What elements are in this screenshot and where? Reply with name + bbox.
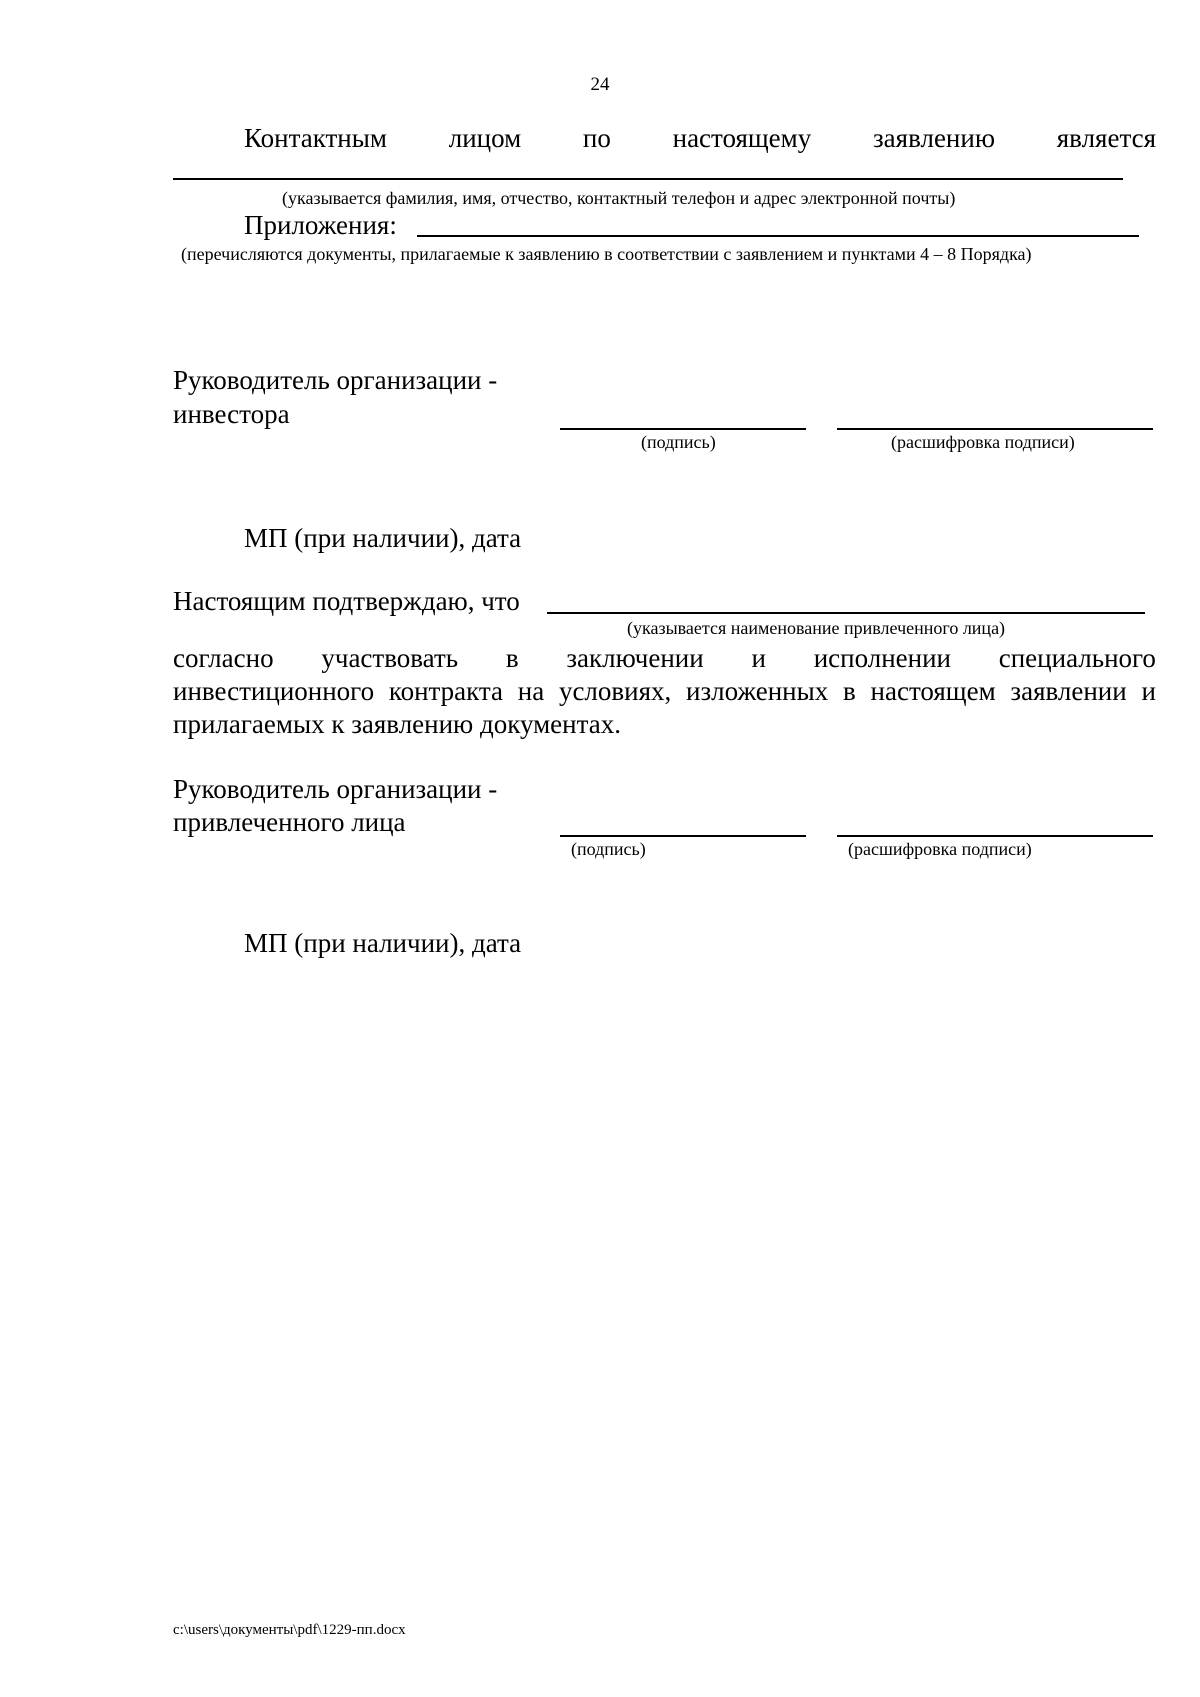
confirmation-word: согласно <box>173 643 274 673</box>
confirmation-line3: прилагаемых к заявлению документах. <box>173 709 621 739</box>
confirmation-lead: Настоящим подтверждаю, что <box>173 586 520 616</box>
confirmation-line1 <box>173 645 1156 672</box>
confirmation-word: условиях, <box>558 676 672 706</box>
attracted-person-fill-line[interactable] <box>547 612 1145 614</box>
contact-word: лицом <box>448 123 522 153</box>
confirmation-word: заявлении <box>1010 676 1127 706</box>
footer-file-path: c:\users\документы\pdf\1229-пп.docx <box>173 1622 406 1638</box>
attracted-title-line2: привлеченного лица <box>173 807 406 837</box>
contact-person-line <box>244 125 1156 152</box>
contact-fill-line[interactable] <box>173 178 1123 180</box>
contact-word: по <box>582 123 611 153</box>
confirmation-word: настоящем <box>870 676 996 706</box>
contact-note: (указывается фамилия, имя, отчество, контактный телефон и адрес электронной почты) <box>282 188 956 208</box>
attracted-signature-line[interactable] <box>560 835 806 837</box>
attracted-decoding-line[interactable] <box>837 835 1153 837</box>
confirmation-word: инвестиционного <box>173 676 375 706</box>
attachments-note: (перечисляются документы, прилагаемые к заявлению в соответствии с заявлением и пунктами 4 – 8 Порядка) <box>181 244 1032 264</box>
confirmation-word: участвовать <box>321 643 459 673</box>
confirmation-word: на <box>517 676 545 706</box>
investor-signature-note: (подпись) <box>641 432 716 452</box>
confirmation-word: в <box>505 643 519 673</box>
contact-word: Контактным <box>244 123 387 153</box>
attachments-fill-line[interactable] <box>417 235 1139 237</box>
investor-signature-line[interactable] <box>560 428 806 430</box>
attracted-person-note: (указывается наименование привлеченного лица) <box>627 618 1006 638</box>
confirmation-word: заключении <box>566 643 704 673</box>
confirmation-word: исполнении <box>813 643 951 673</box>
attachments-label: Приложения: <box>244 210 397 240</box>
attracted-signature-note: (подпись) <box>571 839 646 859</box>
contact-word: заявлению <box>873 123 996 153</box>
confirmation-word: и <box>1141 676 1156 706</box>
contact-word: является <box>1056 123 1156 153</box>
investor-decoding-line[interactable] <box>837 428 1153 430</box>
investor-decoding-note: (расшифровка подписи) <box>891 432 1075 452</box>
investor-title-line2: инвестора <box>173 399 290 429</box>
attracted-decoding-note: (расшифровка подписи) <box>848 839 1032 859</box>
investor-stamp-date: МП (при наличии), дата <box>244 523 522 553</box>
attracted-stamp-date: МП (при наличии), дата <box>244 928 522 958</box>
confirmation-word: в <box>843 676 856 706</box>
confirmation-word: специального <box>998 643 1156 673</box>
confirmation-word: контракта <box>388 676 504 706</box>
attracted-title-line1: Руководитель организации - <box>173 774 498 804</box>
contact-word: настоящему <box>672 123 812 153</box>
page-number: 24 <box>590 74 610 95</box>
investor-title-line1: Руководитель организации - <box>173 365 498 395</box>
confirmation-word: и <box>751 643 766 673</box>
confirmation-word: изложенных <box>686 676 829 706</box>
confirmation-line2 <box>173 678 1156 705</box>
